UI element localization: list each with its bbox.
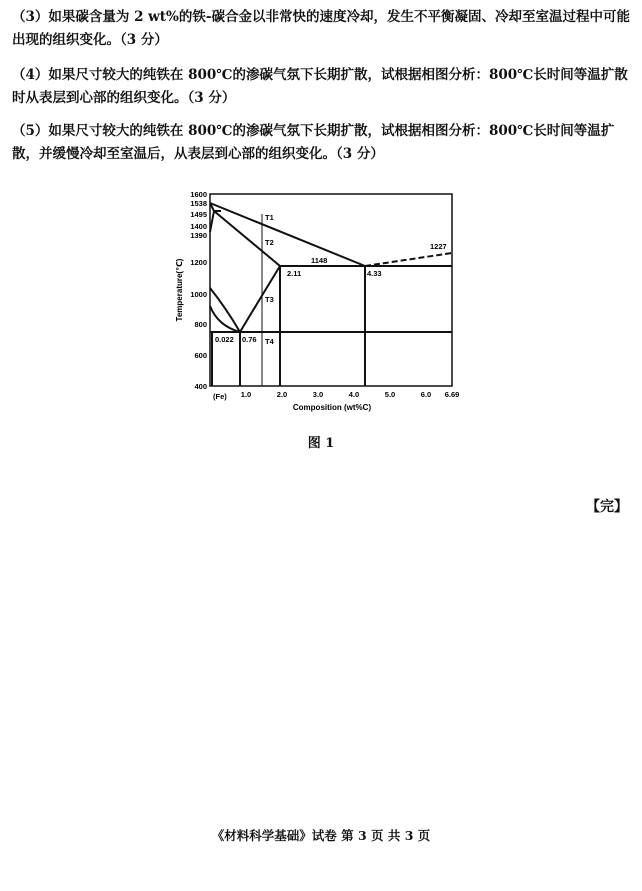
- label-1148: 1148: [311, 256, 328, 265]
- label-1227: 1227: [430, 242, 447, 251]
- x-tick-3: 3.0: [312, 390, 324, 399]
- cementite-liquidus: [365, 253, 452, 266]
- fe-c-phase-diagram: [170, 186, 470, 418]
- question-4-text: （4）如果尺寸较大的纯铁在 800℃的渗碳气氛下长期扩散，试根据相图分析：800℃长时间等温扩散时从表层到心部的组织变化。（3 分）: [12, 67, 628, 106]
- question-3-text: （3）如果碳含量为 2 wt%的铁-碳合金以非常快的速度冷却，发生不平衡凝固、冷却至室温过程中可能出现的组织变化。（3 分）: [12, 9, 630, 48]
- x-tick-1: 1.0: [240, 390, 252, 399]
- label-433: 4.33: [367, 269, 382, 278]
- label-211: 2.11: [287, 269, 302, 278]
- y-tick-1200: 1200: [190, 258, 207, 267]
- acm-line: [240, 266, 280, 332]
- x-tick-669: 6.69: [444, 390, 460, 399]
- y-tick-1390: 1390: [190, 231, 207, 240]
- plot-frame: [210, 194, 452, 386]
- y-axis-label: Temperature(℃): [175, 258, 184, 322]
- label-076: 0.76: [242, 335, 257, 344]
- y-tick-600: 600: [194, 351, 207, 360]
- figure-caption: 图 1: [307, 436, 335, 451]
- point-t1: T1: [265, 213, 274, 222]
- x-tick-5: 5.0: [384, 390, 396, 399]
- y-tick-1000: 1000: [190, 290, 207, 299]
- y-tick-1600: 1600: [190, 190, 207, 199]
- y-tick-400: 400: [194, 382, 207, 391]
- label-0022: 0.022: [215, 335, 234, 344]
- y-tick-1495: 1495: [190, 210, 207, 219]
- end-mark: 【完】: [586, 499, 628, 515]
- x-label-fe: (Fe): [213, 392, 227, 401]
- x-tick-4: 4.0: [348, 390, 360, 399]
- question-3: [12, 6, 632, 52]
- x-tick-6: 6.0: [420, 390, 432, 399]
- point-t3: T3: [265, 295, 274, 304]
- y-tick-1538: 1538: [190, 199, 207, 208]
- question-5-text: （5）如果尺寸较大的纯铁在 800℃的渗碳气氛下长期扩散，试根据相图分析：800℃长时间等温扩散，并缓慢冷却至室温后，从表层到心部的组织变化。（3 分）: [12, 123, 615, 162]
- question-5: [12, 120, 632, 166]
- liquidus-line: [210, 203, 365, 266]
- point-t2: T2: [265, 238, 274, 247]
- y-tick-1400: 1400: [190, 222, 207, 231]
- page-footer: 《材料科学基础》试卷 第 3 页 共 3 页: [211, 828, 431, 843]
- x-tick-2: 2.0: [276, 390, 288, 399]
- question-4: [12, 64, 632, 110]
- y-tick-800: 800: [194, 320, 207, 329]
- point-t4: T4: [265, 337, 274, 346]
- x-axis-label: Composition (wt%C): [292, 403, 372, 412]
